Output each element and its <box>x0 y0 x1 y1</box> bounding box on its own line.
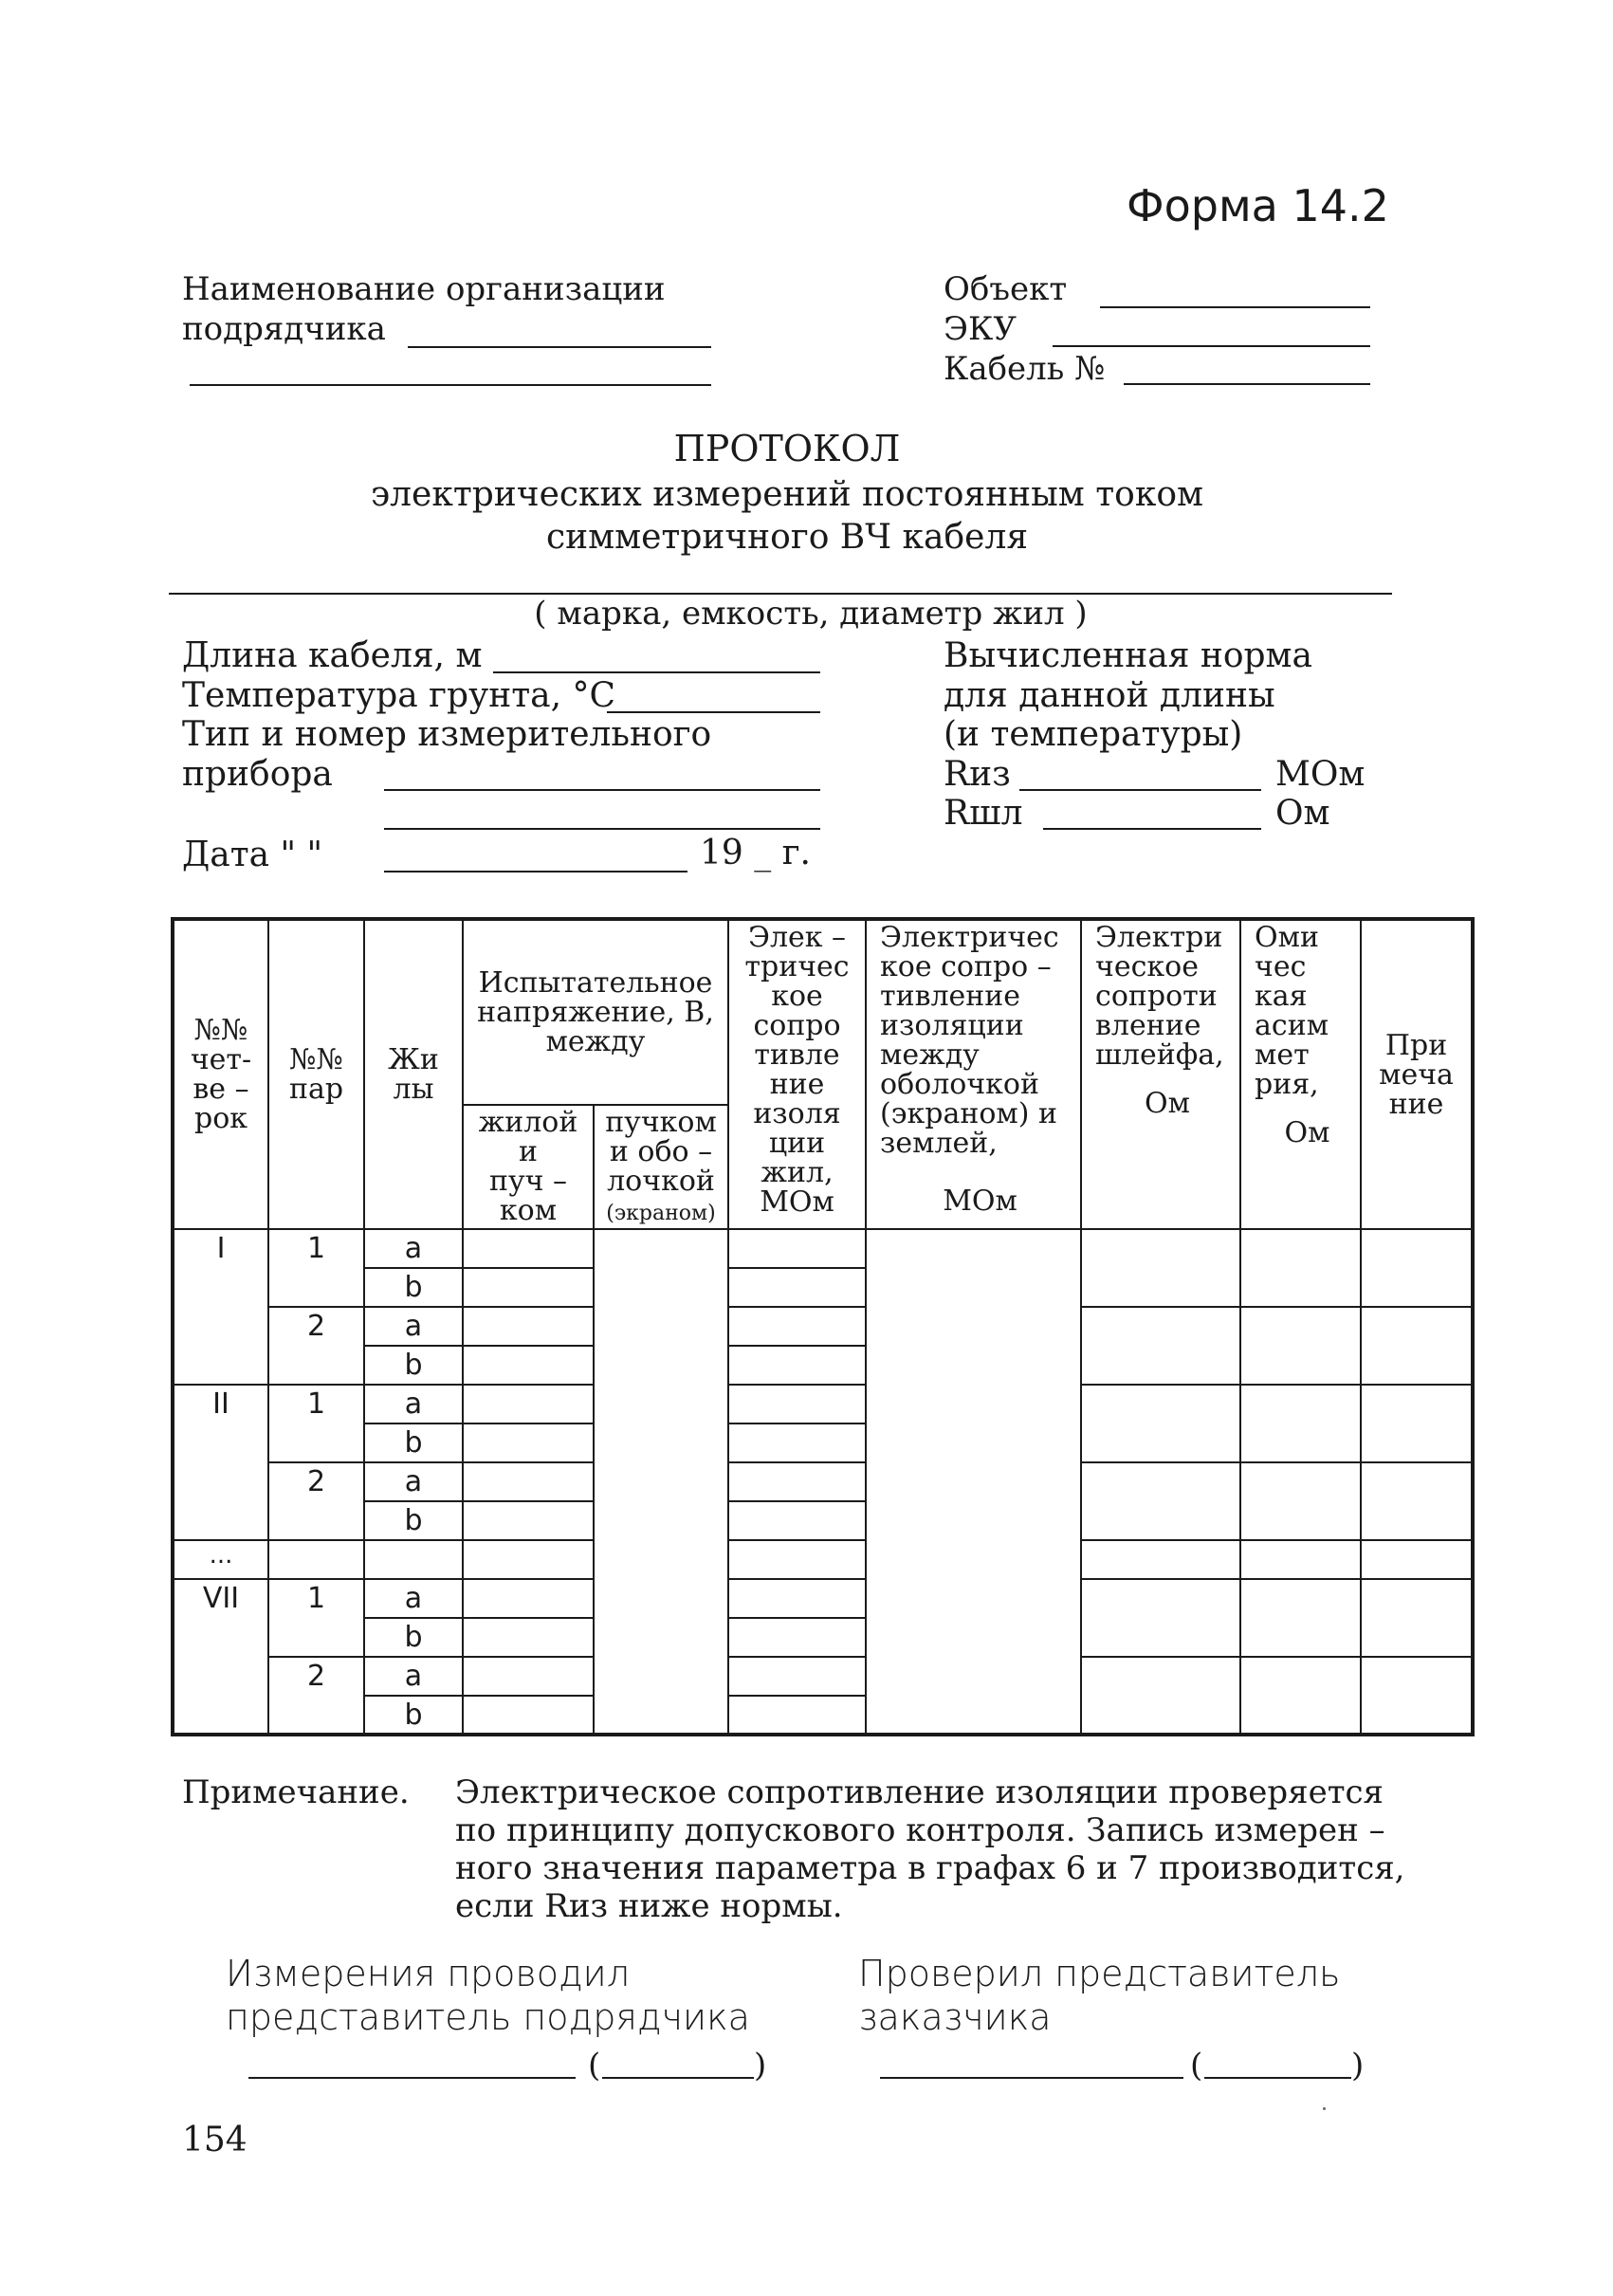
wire-label: b <box>364 1268 463 1307</box>
cable-length-label: Длина кабеля, м <box>182 636 483 675</box>
quad-label: ... <box>173 1540 268 1579</box>
cable-number-field[interactable] <box>1124 383 1370 385</box>
loop-resistance-cell[interactable] <box>1081 1229 1240 1307</box>
note-text-line1: Электрическое сопротивление изоляции проверяется <box>455 1773 1384 1811</box>
loop-resistance-cell[interactable] <box>1081 1657 1240 1735</box>
wire-label: a <box>364 1462 463 1501</box>
checked-signature-field[interactable] <box>880 2077 1183 2079</box>
performed-name-close-paren: ) <box>754 2047 767 2085</box>
protocol-subtitle-line2: симметричного ВЧ кабеля <box>545 518 1029 557</box>
header-sub-core-bundle: жилой и пуч – ком <box>463 1105 594 1229</box>
pair-label: 1 <box>268 1579 364 1657</box>
wire-label: a <box>364 1307 463 1346</box>
header-sub-bundle-text: пучком и обо – лочкой <box>605 1106 717 1198</box>
contractor-name-field[interactable] <box>408 346 711 348</box>
contractor-label: Наименование организации <box>182 270 666 308</box>
object-label: Объект <box>944 270 1068 308</box>
norm-label-line2: для данной длины <box>944 676 1275 715</box>
header-insulation-sheath-text: Электричес кое сопро – тивление изоляции между оболочкой (экраном) и землей, <box>880 921 1059 1160</box>
eku-label: ЭКУ <box>944 310 1017 348</box>
insulation-core-cell[interactable] <box>728 1346 866 1385</box>
loop-resistance-cell[interactable] <box>1081 1307 1240 1385</box>
core-bundle-voltage-cell[interactable] <box>463 1657 594 1696</box>
device-label: Тип и номер измерительного <box>182 715 712 754</box>
table-row <box>173 1657 1473 1696</box>
insulation-core-cell[interactable] <box>728 1229 866 1268</box>
header-sub-bundle-sheath <box>594 1105 728 1229</box>
header-note: При меча ние <box>1361 919 1473 1229</box>
insulation-core-cell[interactable] <box>728 1307 866 1346</box>
soil-temperature-label: Температура грунта, °С <box>182 676 616 715</box>
table-row <box>173 1579 1473 1618</box>
insulation-core-cell[interactable] <box>728 1462 866 1501</box>
performed-name-field[interactable] <box>602 2077 754 2079</box>
header-asymmetry-unit: Ом <box>1284 1116 1330 1149</box>
norm-label: Вычисленная норма <box>944 636 1313 675</box>
insulation-sheath-cell[interactable] <box>866 1229 1081 1735</box>
measurement-table <box>171 917 1475 1736</box>
note-cell[interactable] <box>1361 1307 1473 1385</box>
note-cell[interactable] <box>1361 1657 1473 1735</box>
wire-label: a <box>364 1579 463 1618</box>
performed-signature-field[interactable] <box>248 2077 576 2079</box>
checked-name-close-paren: ) <box>1351 2047 1365 2085</box>
wire-label: b <box>364 1424 463 1462</box>
pair-label: 1 <box>268 1385 364 1462</box>
riz-unit: МОм <box>1275 755 1366 794</box>
page-number: 154 <box>182 2121 247 2159</box>
wire-label: b <box>364 1696 463 1735</box>
date-field[interactable] <box>384 871 687 872</box>
note-cell[interactable] <box>1361 1385 1473 1462</box>
note-text-line4: если Rиз ниже нормы. <box>455 1887 843 1925</box>
wire-label: a <box>364 1657 463 1696</box>
core-bundle-voltage-cell[interactable] <box>463 1229 594 1268</box>
core-bundle-voltage-cell[interactable] <box>463 1501 594 1540</box>
device-label-line2: прибора <box>182 755 333 794</box>
insulation-core-cell[interactable] <box>728 1268 866 1307</box>
pair-label: 2 <box>268 1657 364 1735</box>
asymmetry-cell[interactable] <box>1240 1462 1361 1540</box>
header-asymmetry-text: Оми чес кая асим мет рия, <box>1255 921 1329 1101</box>
quad-label: II <box>173 1385 268 1540</box>
checked-name-open-paren: ( <box>1190 2047 1203 2085</box>
rshl-label: Rшл <box>944 794 1023 833</box>
loop-resistance-cell[interactable] <box>1081 1579 1240 1657</box>
core-bundle-voltage-cell[interactable] <box>463 1424 594 1462</box>
norm-label-line3: (и температуры) <box>944 715 1243 754</box>
loop-resistance-cell[interactable] <box>1081 1462 1240 1540</box>
wire-label: a <box>364 1385 463 1424</box>
header-sub-bundle-small: (экраном) <box>606 1202 716 1225</box>
protocol-title: ПРОТОКОЛ <box>673 428 901 469</box>
note-cell[interactable] <box>1361 1540 1473 1579</box>
insulation-core-cell[interactable] <box>728 1501 866 1540</box>
insulation-core-cell[interactable] <box>728 1657 866 1696</box>
loop-resistance-cell[interactable] <box>1081 1540 1240 1579</box>
performed-by-label: Измерения проводил <box>226 1953 630 1994</box>
header-wires: Жи лы <box>364 919 463 1229</box>
scan-artifact <box>1323 2107 1326 2110</box>
performed-name-open-paren: ( <box>588 2047 601 2085</box>
insulation-core-cell[interactable] <box>728 1540 866 1579</box>
core-bundle-voltage-cell[interactable] <box>463 1307 594 1346</box>
note-cell[interactable] <box>1361 1229 1473 1307</box>
core-bundle-voltage-cell[interactable] <box>463 1540 594 1579</box>
note-text-line3: ного значения параметра в графах 6 и 7 производится, <box>455 1849 1405 1887</box>
wire-cell-empty[interactable] <box>364 1540 463 1579</box>
table-row <box>173 1385 1473 1424</box>
eku-field[interactable] <box>1053 345 1370 347</box>
protocol-subtitle: электрических измерений постоянным током <box>371 475 1203 514</box>
header-insulation-sheath-unit: МОм <box>943 1185 1017 1218</box>
asymmetry-cell[interactable] <box>1240 1307 1361 1385</box>
cable-spec-caption: ( марка, емкость, диаметр жил ) <box>534 595 1088 633</box>
device-field-line2[interactable] <box>384 828 820 830</box>
contractor-name-field-line2[interactable] <box>190 384 711 386</box>
riz-label: Rиз <box>944 755 1011 794</box>
loop-resistance-cell[interactable] <box>1081 1385 1240 1462</box>
header-insulation-core: Элек – тричес кое сопро тивле ние изоля ции жил, МОм <box>728 919 866 1229</box>
header-loop-unit: Ом <box>1145 1087 1190 1120</box>
core-bundle-voltage-cell[interactable] <box>463 1618 594 1657</box>
core-bundle-voltage-cell[interactable] <box>463 1696 594 1735</box>
wire-label: b <box>364 1618 463 1657</box>
core-bundle-voltage-cell[interactable] <box>463 1579 594 1618</box>
core-bundle-voltage-cell[interactable] <box>463 1346 594 1385</box>
wire-label: b <box>364 1346 463 1385</box>
table-row <box>173 1307 1473 1346</box>
quad-label: VII <box>173 1579 268 1735</box>
cable-number-label: Кабель № <box>944 350 1106 388</box>
date-label: Дата " " <box>182 836 323 874</box>
form-number: Форма 14.2 <box>1127 180 1389 231</box>
contractor-label-line2: подрядчика <box>182 310 386 348</box>
wire-label: b <box>364 1501 463 1540</box>
device-field[interactable] <box>384 789 820 791</box>
table-row <box>173 1229 1473 1268</box>
pair-label: 2 <box>268 1307 364 1385</box>
header-loop-resistance <box>1081 919 1240 1229</box>
asymmetry-cell[interactable] <box>1240 1579 1361 1657</box>
asymmetry-cell[interactable] <box>1240 1229 1361 1307</box>
riz-field[interactable] <box>1019 789 1261 791</box>
rshl-unit: Ом <box>1275 794 1330 833</box>
pair-cell-empty[interactable] <box>268 1540 364 1579</box>
table-row <box>173 1540 1473 1579</box>
core-bundle-voltage-cell[interactable] <box>463 1268 594 1307</box>
asymmetry-cell[interactable] <box>1240 1540 1361 1579</box>
pair-label: 2 <box>268 1462 364 1540</box>
note-cell[interactable] <box>1361 1579 1473 1657</box>
object-field[interactable] <box>1100 306 1370 308</box>
quad-label: I <box>173 1229 268 1385</box>
insulation-core-cell[interactable] <box>728 1696 866 1735</box>
header-loop-resistance-text: Электри ческое сопроти вление шлейфа, <box>1095 921 1224 1072</box>
pair-label: 1 <box>268 1229 364 1307</box>
core-bundle-voltage-cell[interactable] <box>463 1385 594 1424</box>
core-bundle-voltage-cell[interactable] <box>463 1462 594 1501</box>
note-text-line2: по принципу допускового контроля. Запись измерен – <box>455 1811 1385 1849</box>
header-quad-number: №№ чет- ве – рок <box>173 919 268 1229</box>
header-insulation-sheath <box>866 919 1081 1229</box>
soil-temperature-field[interactable] <box>607 711 820 713</box>
bundle-sheath-voltage-cell[interactable] <box>594 1229 728 1735</box>
header-pair-number: №№ пар <box>268 919 364 1229</box>
year-label: 19 _ г. <box>700 834 811 872</box>
insulation-core-cell[interactable] <box>728 1385 866 1424</box>
insulation-core-cell[interactable] <box>728 1424 866 1462</box>
table-row <box>173 1462 1473 1501</box>
insulation-core-cell[interactable] <box>728 1579 866 1618</box>
header-test-voltage: Испытательное напряжение, В, между <box>463 919 728 1105</box>
wire-label: a <box>364 1229 463 1268</box>
asymmetry-cell[interactable] <box>1240 1657 1361 1735</box>
checked-by-label: Проверил представитель <box>858 1953 1341 1994</box>
asymmetry-cell[interactable] <box>1240 1385 1361 1462</box>
performed-by-label-line2: представитель подрядчика <box>226 1996 750 2038</box>
note-cell[interactable] <box>1361 1462 1473 1540</box>
insulation-core-cell[interactable] <box>728 1618 866 1657</box>
cable-length-field[interactable] <box>493 671 820 673</box>
checked-by-label-line2: заказчика <box>858 1996 1052 2038</box>
checked-name-field[interactable] <box>1204 2077 1351 2079</box>
header-asymmetry <box>1240 919 1361 1229</box>
rshl-field[interactable] <box>1043 828 1261 830</box>
note-label: Примечание. <box>182 1773 410 1811</box>
